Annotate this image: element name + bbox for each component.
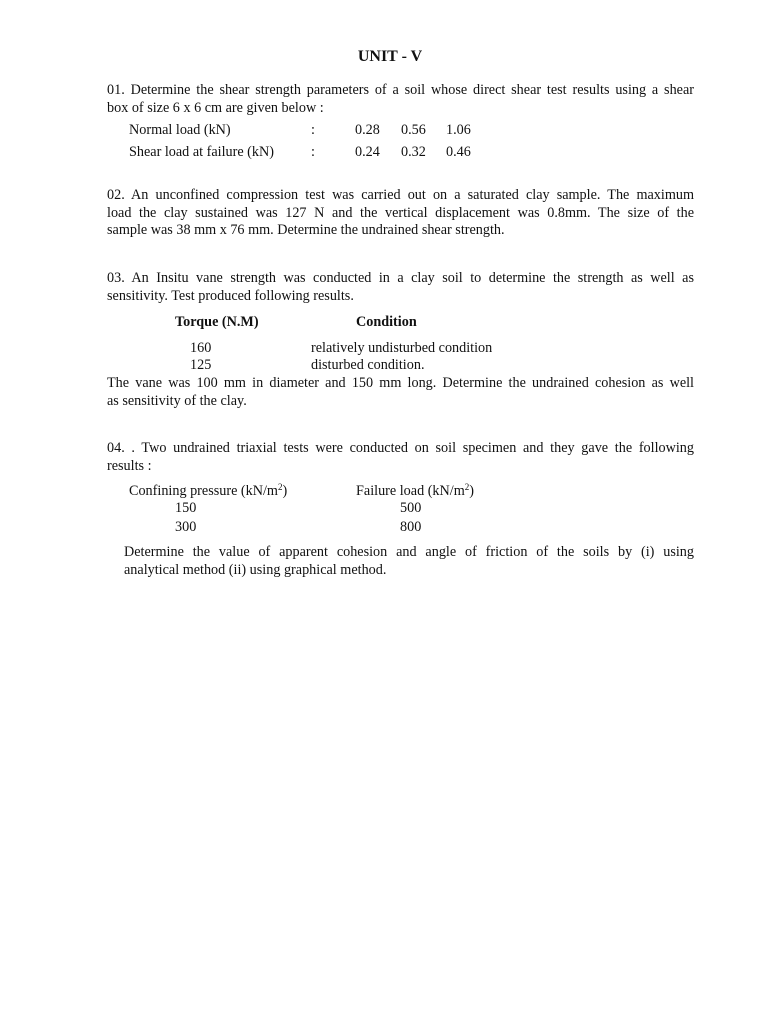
q1-row-2-separator: : xyxy=(311,144,315,160)
q1-row-1-label: Normal load (kN) xyxy=(129,122,231,138)
q1-row-2-value-1: 0.24 xyxy=(355,144,380,160)
q3-torque-header: Torque (N.M) xyxy=(175,314,259,330)
q4-row-1-pressure: 150 xyxy=(175,500,197,516)
question-4-line-2: results : xyxy=(107,457,152,474)
q1-row-2-label: Shear load at failure (kN) xyxy=(129,144,274,160)
question-4-line-4: analytical method (ii) using graphical method. xyxy=(124,561,387,578)
question-1-line-2: box of size 6 x 6 cm are given below : xyxy=(107,99,324,116)
question-3-line-2: sensitivity. Test produced following results. xyxy=(107,287,354,304)
q1-row-1-value-1: 0.28 xyxy=(355,122,380,138)
question-4-followup xyxy=(124,544,694,579)
q4-row-1-load: 500 xyxy=(400,500,422,516)
q3-row-1-torque: 160 xyxy=(190,340,212,356)
question-3-line-1: 03. An Insitu vane strength was conducted in a clay soil to determine the strength as well as xyxy=(107,270,694,286)
q4-row-2-load: 800 xyxy=(400,519,422,535)
question-3-followup xyxy=(107,375,694,410)
q4-pressure-header: Confining pressure $(kN/m^2)$ xyxy=(129,482,288,499)
q3-condition-header: Condition xyxy=(356,314,417,330)
q1-row-1-separator: : xyxy=(311,122,315,138)
q1-row-2-value-3: 0.46 xyxy=(446,144,471,160)
question-1-text xyxy=(107,82,694,117)
question-2-line-3: sample was 38 mm x 76 mm. Determine the undrained shear strength. xyxy=(107,222,505,238)
q4-load-header: Failure load $(kN/m^2)$ xyxy=(356,482,474,499)
question-2-text xyxy=(107,187,694,240)
question-4-line-3: Determine the value of apparent cohesion and angle of friction of the soils by (i) using xyxy=(124,544,694,560)
q1-row-1-value-2: 0.56 xyxy=(401,122,426,138)
q4-row-2-pressure: 300 xyxy=(175,519,197,535)
q3-row-2-torque: 125 xyxy=(190,357,212,373)
question-4-line-1: 04. . Two undrained triaxial tests were conducted on soil specimen and they gave the following xyxy=(107,440,694,456)
question-3-text xyxy=(107,270,694,305)
question-3-line-3: The vane was 100 mm in diameter and 150 mm long. Determine the undrained cohesion as well xyxy=(107,375,694,391)
question-3-line-4: as sensitivity of the clay. xyxy=(107,392,247,409)
q1-row-2-value-2: 0.32 xyxy=(401,144,426,160)
page-title: UNIT - V xyxy=(357,48,423,65)
question-4-text xyxy=(107,440,694,475)
question-2-line-2: load the clay sustained was 127 N and the vertical displacement was 0.8mm. The size of the xyxy=(107,204,694,221)
question-1-line-1: 01. Determine the shear strength parameters of a soil whose direct shear test results using a shear xyxy=(107,82,694,98)
question-2-line-1: 02. An unconfined compression test was carried out on a saturated clay sample. The maximum xyxy=(107,187,694,203)
q3-row-1-condition: relatively undisturbed condition xyxy=(311,340,493,356)
q3-row-2-condition: disturbed condition. xyxy=(311,357,425,373)
q1-row-1-value-3: 1.06 xyxy=(446,122,471,138)
